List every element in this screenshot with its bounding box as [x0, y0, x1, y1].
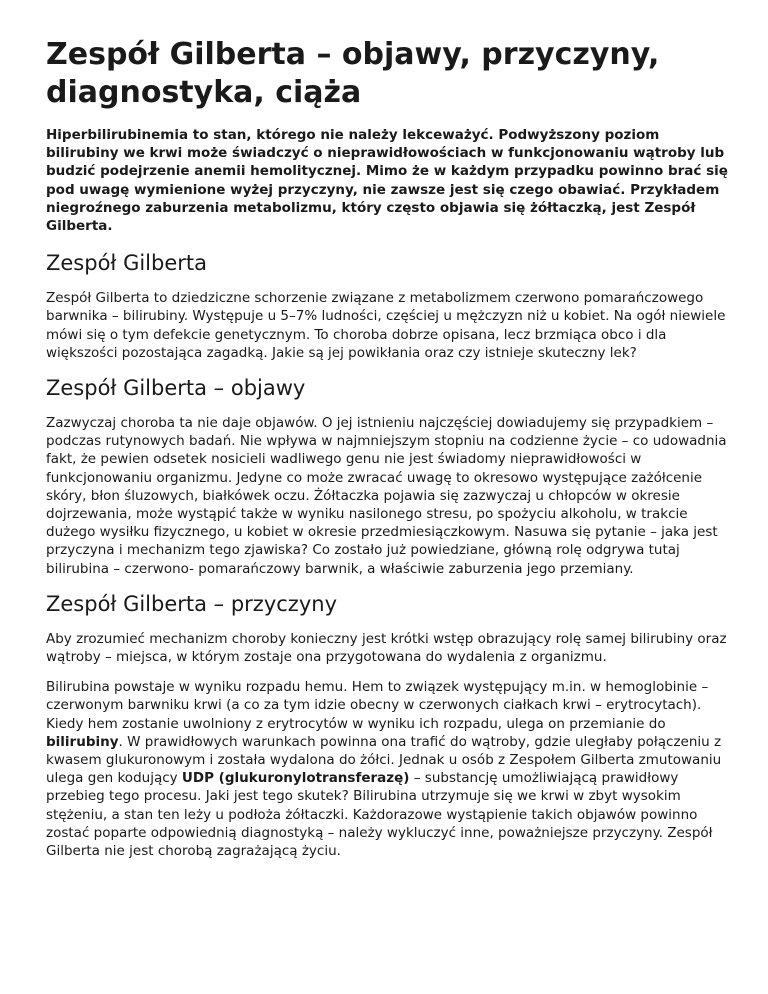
body-paragraph: Zespół Gilberta to dziedziczne schorzenie związane z metabolizmem czerwono pomarańczowego barwnika – bilirubiny. Występuje u 5–7% ludności, częściej u mężczyzn niż u kobiet. Na ogół niewiele mówi się o tym defekcie genetycznym. To choroba dobrze opisana, lecz brzmiąca obco i dla większości pozostająca zagadką. Jakie są jej powikłania oraz czy istnieje skuteczny lek?	[46, 290, 726, 361]
text-run: . W prawidłowych warunkach powinna ona trafić do wątroby, gdzie uległaby połączeniu z kwasem glukuronowym i została wydalona do żółci. Jednak u osób z Zespołem Gilberta zmutowaniu ulega gen kodujący	[46, 733, 722, 787]
bold-term-bilirubin: bilirubiny	[46, 733, 119, 750]
article-title: Zespół Gilberta – objawy, przyczyny, diagnostyka, ciąża	[46, 37, 660, 110]
body-paragraph: Aby zrozumieć mechanizm choroby konieczny jest krótki wstęp obrazujący rolę samej bilirubiny oraz wątroby – miejsca, w którym zostaje ona przygotowana do wydalenia z organizmu.	[46, 630, 727, 666]
body-paragraph: Zazwyczaj choroba ta nie daje objawów. O jej istnieniu najczęściej dowiadujemy się przypadkiem – podczas rutynowych badań. Nie wpływa w najmniejszym stopniu na codzienne życie – co udowadnia fakt, że pewien odsetek nosicieli wadliwego genu nie jest świadomy nieprawidłowości w funkcjonowaniu organizmu. Jedyne co może zwracać uwagę to okresowo występujące zażółcenie skóry, błon śluzowych, białkówek oczu. Żółtaczka pojawia się zazwyczaj u chłopców w okresie dojrzewania, może wystąpić także w wyniku nasilonego stresu, po spożyciu alkoholu, w trakcie dużego wysiłku fizycznego, u kobiet w okresie przedmiesiączkowym. Nasuwa się pytanie – jaka jest przyczyna i mechanizm tego zjawiska? Co zostało już powiedziane, główną rolę odgrywa tutaj bilirubina – czerwono- pomarańczowy barwnik, a właściwie zaburzenia jego przemiany.	[46, 415, 727, 577]
text-run: Bilirubina powstaje w wyniku rozpadu hemu. Hem to związek występujący m.in. w hemoglobinie – czerwonym barwniku krwi (a co za tym idzie obecny w czerwonych ciałkach krwi – erytrocytach). Kiedy hem zostanie uwolniony z erytrocytów w wyniku ich rozpadu, ulega on przemianie do	[46, 679, 709, 732]
section-heading: Zespół Gilberta	[46, 251, 207, 276]
bold-term-udp: UDP (glukuronylotransferazę)	[181, 770, 410, 787]
section-gilbert	[46, 249, 728, 362]
section-symptoms	[46, 374, 728, 578]
section-causes	[46, 590, 728, 860]
section-heading: Zespół Gilberta – przyczyny	[46, 591, 337, 616]
body-paragraph-rich	[46, 678, 728, 860]
text-run: – substancję umożliwiającą prawidłowy przebieg tego procesu. Jaki jest tego skutek? Bilirubina utrzymuje się we krwi w zbyt wysokim stężeniu, a stan ten leży u podłoża żółtaczki. Każdorazowe wystąpienie takich objawów powinno zostać poparte odpowiednią diagnostyką – należy wykluczyć inne, poważniejsze przyczyny. Zespół Gilberta nie jest chorobą zagrażającą życiu.	[46, 770, 713, 860]
lead-paragraph: Hiperbilirubinemia to stan, którego nie należy lekceważyć. Podwyższony poziom bilirubiny we krwi może świadczyć o nieprawidłowościach w funkcjonowaniu wątroby lub budzić podejrzenie anemii hemolitycznej. Mimo że w każdym przypadku powinno brać się pod uwagę wymienione wyżej przyczyny, nie zawsze jest się czego obawiać. Przykładem niegroźnego zaburzenia metabolizmu, który często objawia się żółtaczką, jest Zespół Gilberta.	[46, 127, 728, 235]
section-heading: Zespół Gilberta – objawy	[46, 376, 306, 401]
